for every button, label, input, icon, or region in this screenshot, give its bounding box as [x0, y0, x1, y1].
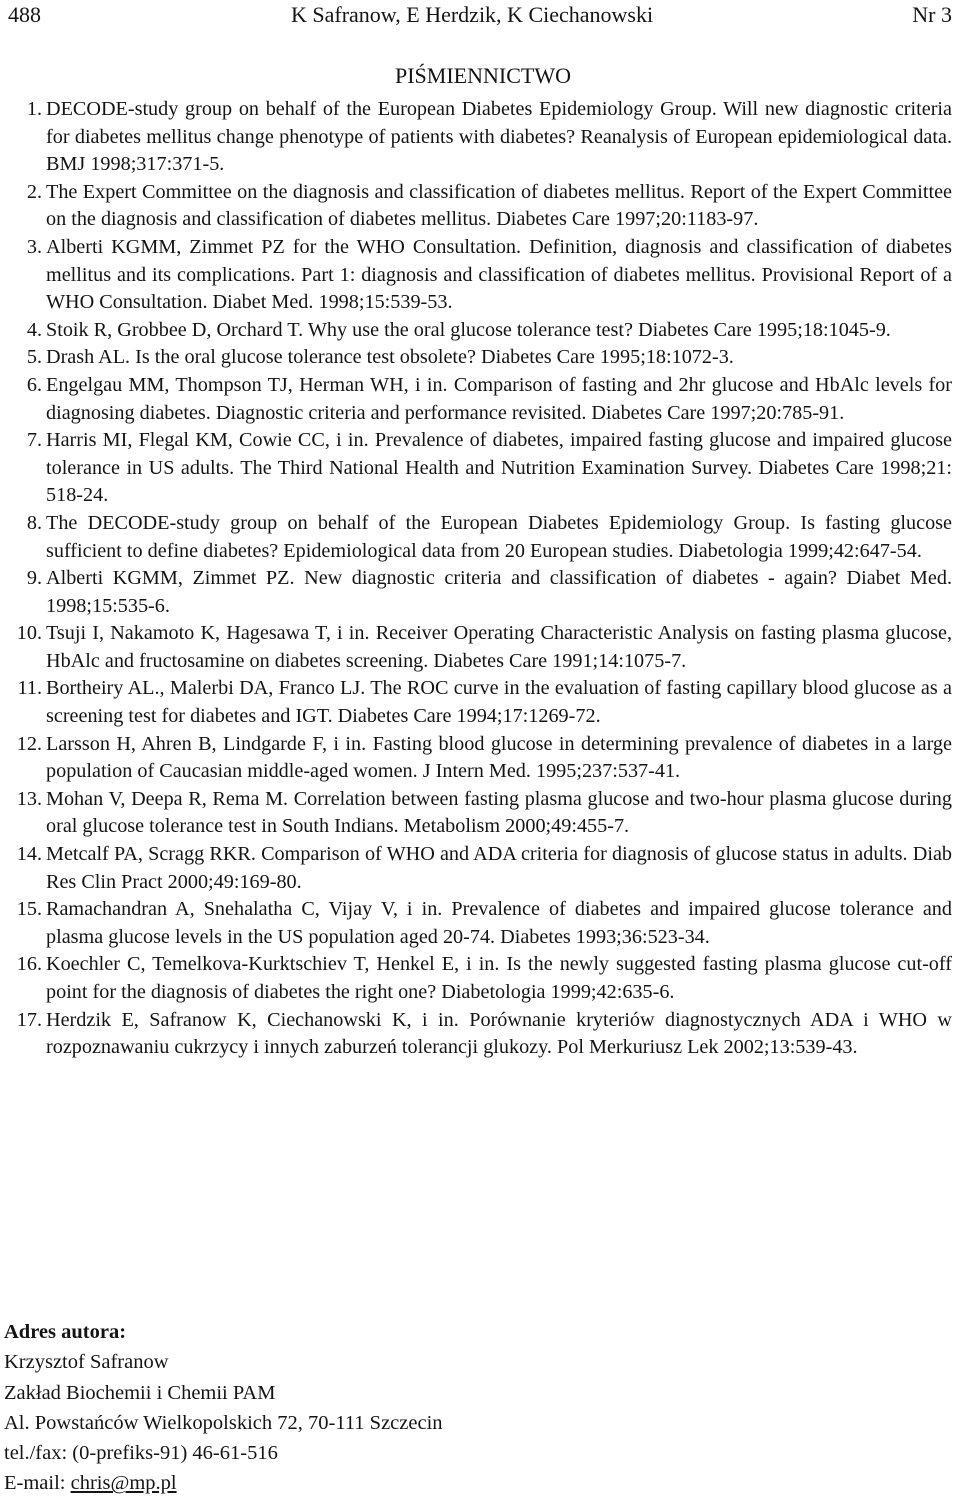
reference-item	[8, 896, 952, 951]
reference-item	[8, 731, 952, 786]
reference-text: Alberti KGMM, Zimmet PZ. New diagnostic criteria and classification of diabetes - again? Diabet Med. 1998;15:535-6.	[46, 567, 952, 617]
reference-text: Koechler C, Temelkova-Kurktschiev T, Henkel E, i in. Is the newly suggested fasting plasma glucose cut-off point for the diagnosis of diabetes the right one? Diabetologia 1999;42:635-6.	[46, 953, 952, 1003]
reference-item	[8, 565, 952, 620]
reference-number: 5.	[26, 346, 42, 369]
reference-list	[8, 96, 952, 1062]
reference-number: 4.	[26, 318, 42, 341]
author-phone: tel./fax: (0-prefiks-91) 46-61-516	[4, 1442, 278, 1465]
reference-text: Drash AL. Is the oral glucose tolerance test obsolete? Diabetes Care 1995;18:1072-3.	[46, 346, 734, 369]
reference-number: 8.	[26, 511, 42, 534]
reference-item	[8, 951, 952, 1006]
reference-item	[8, 317, 952, 345]
reference-item	[8, 344, 952, 372]
reference-number: 14.	[16, 843, 42, 866]
reference-text: Bortheiry AL., Malerbi DA, Franco LJ. The ROC curve in the evaluation of fasting capillary blood glucose as a screening test for diabetes and IGT. Diabetes Care 1994;17:1269-72.	[46, 677, 952, 728]
reference-item	[8, 96, 952, 179]
reference-text: Harris MI, Flegal KM, Cowie CC, i in. Prevalence of diabetes, impaired fasting glucose and impaired glucose tolerance in US adults. The Third National Health and Nutrition Examination Survey. Diabetes Care 1998;21: 518-24.	[46, 429, 952, 507]
reference-item	[8, 510, 952, 565]
reference-number: 15.	[16, 898, 42, 921]
reference-number: 9.	[26, 567, 42, 590]
email-link[interactable]: chris@mp.pl	[70, 1472, 177, 1495]
reference-item	[8, 234, 952, 317]
reference-number: 1.	[26, 98, 42, 120]
reference-text: Herdzik E, Safranow K, Ciechanowski K, i in. Porównanie kryteriów diagnostycznych ADA i WHO w rozpoznawaniu cukrzycy i innych zaburzeń tolerancji glukozy. Pol Merkuriusz Lek 2002;13:539-43.	[46, 1008, 952, 1059]
reference-text: Tsuji I, Nakamoto K, Hagesawa T, i in. Receiver Operating Characteristic Analysis on fasting plasma glucose, HbAlc and fructosamine on diabetes screening. Diabetes Care 1991;14:1075-7.	[46, 622, 952, 672]
section-title: PIŚMIENNICTWO	[395, 63, 571, 88]
reference-text: Stoik R, Grobbee D, Orchard T. Why use the oral glucose tolerance test? Diabetes Care 1995;18:1045-9.	[46, 318, 891, 341]
reference-text: Metcalf PA, Scragg RKR. Comparison of WHO and ADA criteria for diagnosis of glucose status in adults. Diab Res Clin Pract 2000;49:169-80.	[46, 843, 952, 893]
running-header	[8, 2, 952, 28]
reference-text: Engelgau MM, Thompson TJ, Herman WH, i in. Comparison of fasting and 2hr glucose and HbAlc levels for diagnosing diabetes. Diagnostic criteria and performance revisited. Diabetes Care 1997;20:785-91.	[46, 373, 952, 424]
reference-number: 13.	[16, 787, 42, 810]
reference-number: 6.	[26, 373, 42, 396]
reference-item	[8, 620, 952, 675]
reference-number: 12.	[16, 732, 42, 755]
reference-item	[8, 372, 952, 427]
reference-number: 7.	[26, 429, 42, 452]
reference-text: Ramachandran A, Snehalatha C, Vijay V, i in. Prevalence of diabetes and impaired glucose tolerance and plasma glucose levels in the US population aged 20-74. Diabetes 1993;36:523-34.	[46, 898, 952, 948]
reference-text: DECODE-study group on behalf of the European Diabetes Epidemiology Group. Will new diagnostic criteria for diabetes mellitus change phenotype of patients with diabetes? Reanalysis of European epidemiological data. BMJ 1998;317:371-5.	[46, 98, 952, 176]
reference-text: Mohan V, Deepa R, Rema M. Correlation between fasting plasma glucose and two-hour plasma glucose during oral glucose tolerance test in South Indians. Metabolism 2000;49:455-7.	[46, 787, 952, 838]
email-label: E-mail:	[4, 1472, 66, 1495]
page-number: 488	[8, 2, 41, 27]
reference-text: Alberti KGMM, Zimmet PZ for the WHO Consultation. Definition, diagnosis and classification of diabetes mellitus and its complications. Part 1: diagnosis and classification of diabetes mellitus. Provisional Report of a WHO Consultation. Diabet Med. 1998;15:539-53.	[46, 235, 952, 314]
reference-text: The Expert Committee on the diagnosis and classification of diabetes mellitus. Report of the Expert Committee on the diagnosis and classification of diabetes mellitus. Diabetes Care 1997;20:1183-97.	[46, 180, 952, 231]
reference-item	[8, 427, 952, 510]
reference-text: Larsson H, Ahren B, Lindgarde F, i in. Fasting blood glucose in determining prevalence of diabetes in a large population of Caucasian middle-aged women. J Intern Med. 1995;237:537-41.	[46, 732, 952, 783]
reference-text: The DECODE-study group on behalf of the European Diabetes Epidemiology Group. Is fasting glucose sufficient to define diabetes? Epidemiological data from 20 European studies. Diabetologia 1999;42:647-54.	[46, 511, 952, 562]
reference-number: 16.	[16, 953, 42, 976]
reference-item	[8, 786, 952, 841]
author-name: Krzysztof Safranow	[4, 1351, 169, 1374]
author-address	[4, 1317, 704, 1499]
reference-item	[8, 675, 952, 730]
reference-item	[8, 841, 952, 896]
running-authors: K Safranow, E Herdzik, K Ciechanowski	[291, 2, 654, 27]
author-street: Al. Powstańców Wielkopolskich 72, 70-111 Szczecin	[4, 1411, 443, 1434]
reference-item	[8, 1007, 952, 1062]
reference-item	[8, 179, 952, 234]
reference-number: 3.	[26, 235, 42, 258]
address-heading: Adres autora:	[4, 1321, 127, 1343]
reference-number: 2.	[26, 180, 42, 203]
reference-number: 10.	[16, 622, 42, 645]
issue-number: Nr 3	[912, 2, 952, 27]
author-institution: Zakład Biochemii i Chemii PAM	[4, 1381, 276, 1404]
author-email-line	[4, 1468, 704, 1498]
reference-number: 17.	[16, 1008, 42, 1031]
reference-number: 11.	[17, 677, 42, 700]
